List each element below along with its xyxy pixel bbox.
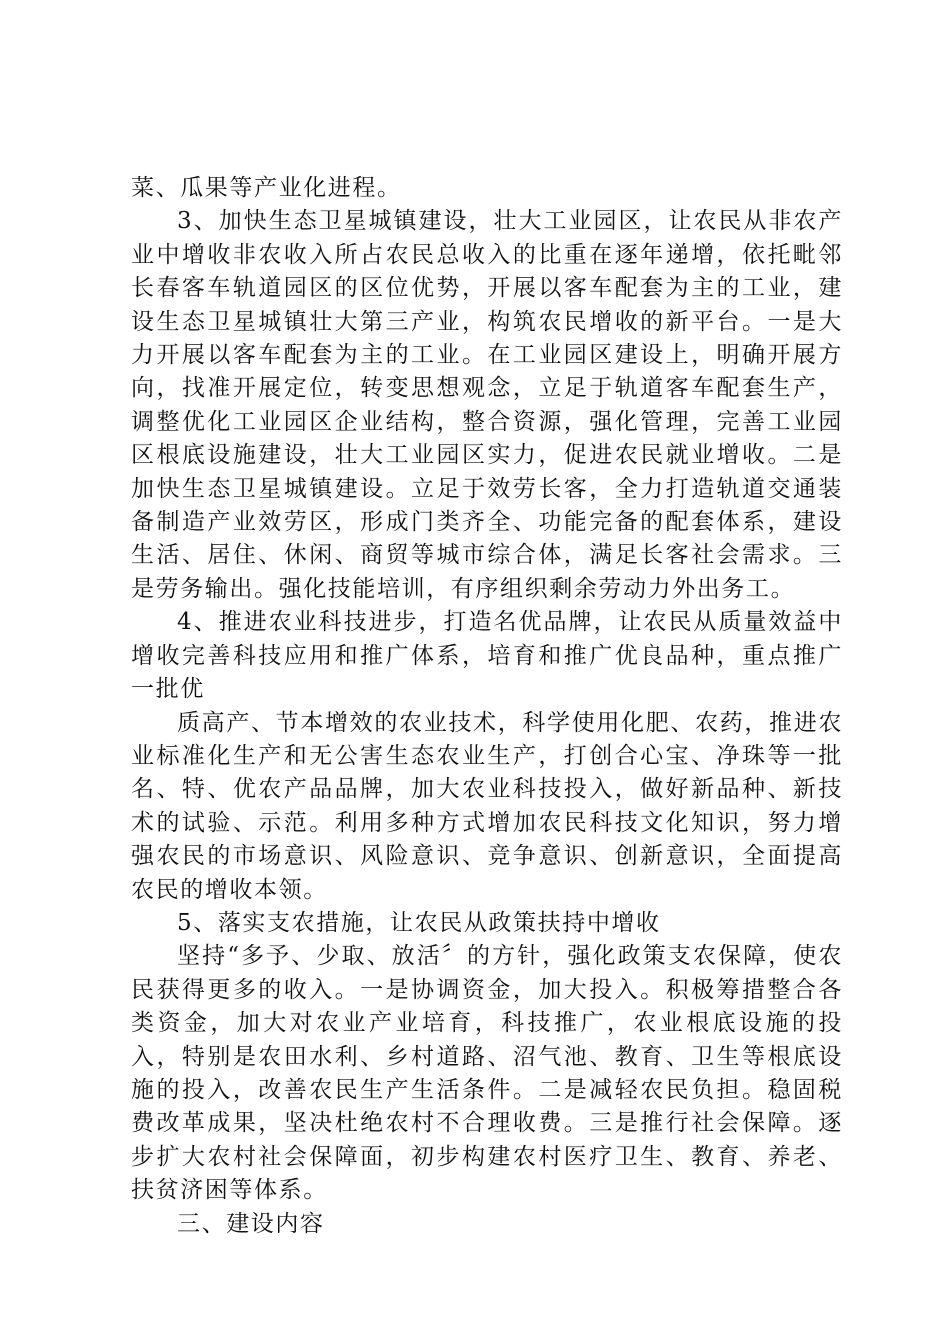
paragraph-item-4-body: 质高产、节本增效的农业技术，科学使用化肥、农药，推进农业标准化生产和无公害生态农业生产，打创合心宝、净珠等一批名、特、优农产品品牌，加大农业科技投入，做好新品种、新技术的试验、示范。利用多种方式增加农民科技文化知识，努力增强农民的市场意识、风险意识、竞争意识、创新意识，全面提高农民的增收本领。 [131,709,843,903]
paragraph-item-4: 4、推进农业科技进步，打造名优品牌，让农民从质量效益中增收完善科技应用和推广体系，培育和推广优良品种，重点推广一批优 [131,609,843,703]
paragraph-item-3: 3、加快生态卫星城镇建设，壮大工业园区，让农民从非农产业中增收非农收入所占农民总收入的比重在逐年递增，依托毗邻长春客车轨道园区的区位优势，开展以客车配套为主的工业，建设生态卫星城镇壮大第三产业，构筑农民增收的新平台。一是大力开展以客车配套为主的工业。在工业园区建设上，明确开展方向，找准开展定位，转变思想观念，立足于轨道客车配套生产，调整优化工业园区企业结构，整合资源，强化管理，完善工业园区根底设施建设，壮大工业园区实力，促进农民就业增收。二是加快生态卫星城镇建设。立足于效劳长客，全力打造轨道交通装备制造产业效劳区，形成门类齐全、功能完备的配套体系，建设生活、居住、休闲、商贸等城市综合体，满足长客社会需求。三是劳务输出。强化技能培训，有序组织剩余劳动力外出务工。 [131,208,843,602]
document-body [131,172,843,1241]
paragraph-continuation: 菜、瓜果等产业化进程。 [131,175,402,201]
paragraph-item-5: 5、落实支农措施，让农民从政策扶持中增收 [177,909,661,936]
paragraph-item-5-body: 坚持“多予、少取、放活〞的方针，强化政策支农保障，使农民获得更多的收入。一是协调资金，加大投入。积极筹措整合各类资金，加大对农业产业培育，科技推广，农业根底设施的投入，特别是农田水利、乡村道路、沼气池、教育、卫生等根底设施的投入，改善农民生产生活条件。二是减轻农民负担。稳固税费改革成果，坚决杜绝农村不合理收费。三是推行社会保障。逐步扩大农村社会保障面，初步构建农村医疗卫生、教育、养老、扶贫济困等体系。 [131,943,843,1204]
section-heading: 三、建设内容 [177,1210,325,1237]
